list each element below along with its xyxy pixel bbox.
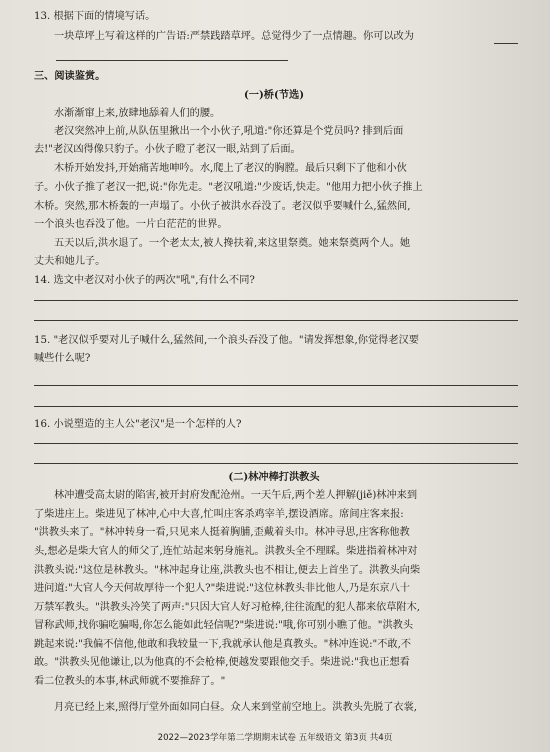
passage2-paragraph: 了柴进庄上。柴进见了林冲,心中大喜,忙叫庄客杀鸡宰羊,摆设酒席。席间庄客来报: xyxy=(34,509,404,520)
q13-answer-line-2 xyxy=(56,60,288,61)
passage2-paragraph: 万禁军教头。"洪教头冷笑了两声:"只因大官人好习枪棒,往往流配的犯人都来依草附木, xyxy=(34,602,421,613)
q16-text: 16. 小说塑造的主人公"老汉"是一个怎样的人? xyxy=(34,419,242,430)
answer-line xyxy=(34,320,518,321)
answer-line xyxy=(34,443,518,444)
passage2-paragraph: 跳起来说:"我偏不信他,他敢和我较量一下,我就承认他是真教头。"林冲连说:"不敢,不 xyxy=(34,639,412,650)
passage1-paragraph: 一个浪头也吞没了他。一片白茫茫的世界。 xyxy=(34,219,228,230)
passage2-paragraph: "洪教头来了。"林冲转身一看,只见来人挺着胸脯,歪戴着头巾。林冲寻思,庄客称他教 xyxy=(34,527,410,538)
answer-line xyxy=(34,300,518,301)
q14-text: 14. 选文中老汉对小伙子的两次"吼",有什么不同? xyxy=(34,275,255,286)
passage1-paragraph: 水渐渐窜上来,放肆地舔着人们的腰。 xyxy=(54,108,221,119)
q13-answer-line-1 xyxy=(494,43,518,44)
passage2-paragraph: 看二位教头的本事,林武师就不要推辞了。" xyxy=(34,676,226,687)
answer-line xyxy=(34,463,518,464)
passage1-paragraph: 丈夫和她儿子。 xyxy=(34,256,106,267)
passage1-paragraph: 木桥。突然,那木桥轰的一声塌了。小伙子被洪水吞没了。老汉似乎要喊什么,猛然间, xyxy=(34,201,411,212)
passage1-paragraph: 五天以后,洪水退了。一个老太太,被人搀扶着,来这里祭奠。她来祭奠两个人。她 xyxy=(54,238,411,249)
passage1-paragraph: 木桥开始发抖,开始痛苦地呻吟。水,爬上了老汉的胸膛。最后只剩下了他和小伙 xyxy=(54,163,407,174)
passage2-paragraph: 头,想必是柴大官人的师父了,连忙站起来躬身施礼。洪教头全不理睬。柴进指着林冲对 xyxy=(34,546,418,557)
answer-line xyxy=(34,385,518,386)
passage1-paragraph: 去!"老汉凶得像只豹子。小伙子瞪了老汉一眼,站到了后面。 xyxy=(34,144,301,155)
passage1-paragraph: 子。小伙子推了老汉一把,说:"你先走。"老汉吼道:"少废话,快走。"他用力把小伙子推上 xyxy=(34,182,423,193)
passage2-title: (二)林冲棒打洪教头 xyxy=(228,471,320,483)
passage2-paragraph: 月亮已经上来,照得厅堂外面如同白昼。众人来到堂前空地上。洪教头先脱了衣裳, xyxy=(54,702,418,713)
passage2-paragraph: 冒称武师,找你骗吃骗喝,你怎么能如此轻信呢?"柴进说:"哦,你可别小瞧了他。"洪教头 xyxy=(34,620,414,631)
passage2-paragraph: 洪教头说:"这位是林教头。"林冲起身让座,洪教头也不相让,便去上首坐了。洪教头向柴 xyxy=(34,565,421,576)
answer-line xyxy=(34,406,518,407)
passage1-paragraph: 老汉突然冲上前,从队伍里揪出一个小伙子,吼道:"你还算是个党员吗? 排到后面 xyxy=(54,126,404,137)
passage2-paragraph: 敢。"洪教头见他谦让,以为他真的不会枪棒,便越发要跟他交手。柴进说:"我也正想看 xyxy=(34,657,410,668)
q13-heading: 13. 根据下面的情境写话。 xyxy=(34,11,156,22)
passage2-paragraph: 进问道:"大官人今天何故厚待一个犯人?"柴进说:"这位林教头非比他人,乃是东京八十 xyxy=(34,583,410,594)
page-footer: 2022—2023学年第二学期期末试卷 五年级语文 第3页 共4页 xyxy=(157,733,393,743)
q15-text: 15. "老汉似乎要对儿子喊什么,猛然间,一个浪头吞没了他。"请发挥想象,你觉得老汉要 xyxy=(34,335,419,346)
section-title: 三、阅读鉴赏。 xyxy=(34,70,106,82)
q15-text-continued: 喊些什么呢? xyxy=(34,353,91,364)
passage1-title: (一)桥(节选) xyxy=(243,89,305,101)
passage2-paragraph: 林冲遭受高太尉的陷害,被开封府发配沧州。一天午后,两个差人押解(jiě)林冲来到 xyxy=(54,490,418,501)
q13-prompt: 一块草坪上写着这样的广告语:严禁践踏草坪。总觉得少了一点情趣。你可以改为 xyxy=(54,31,414,42)
